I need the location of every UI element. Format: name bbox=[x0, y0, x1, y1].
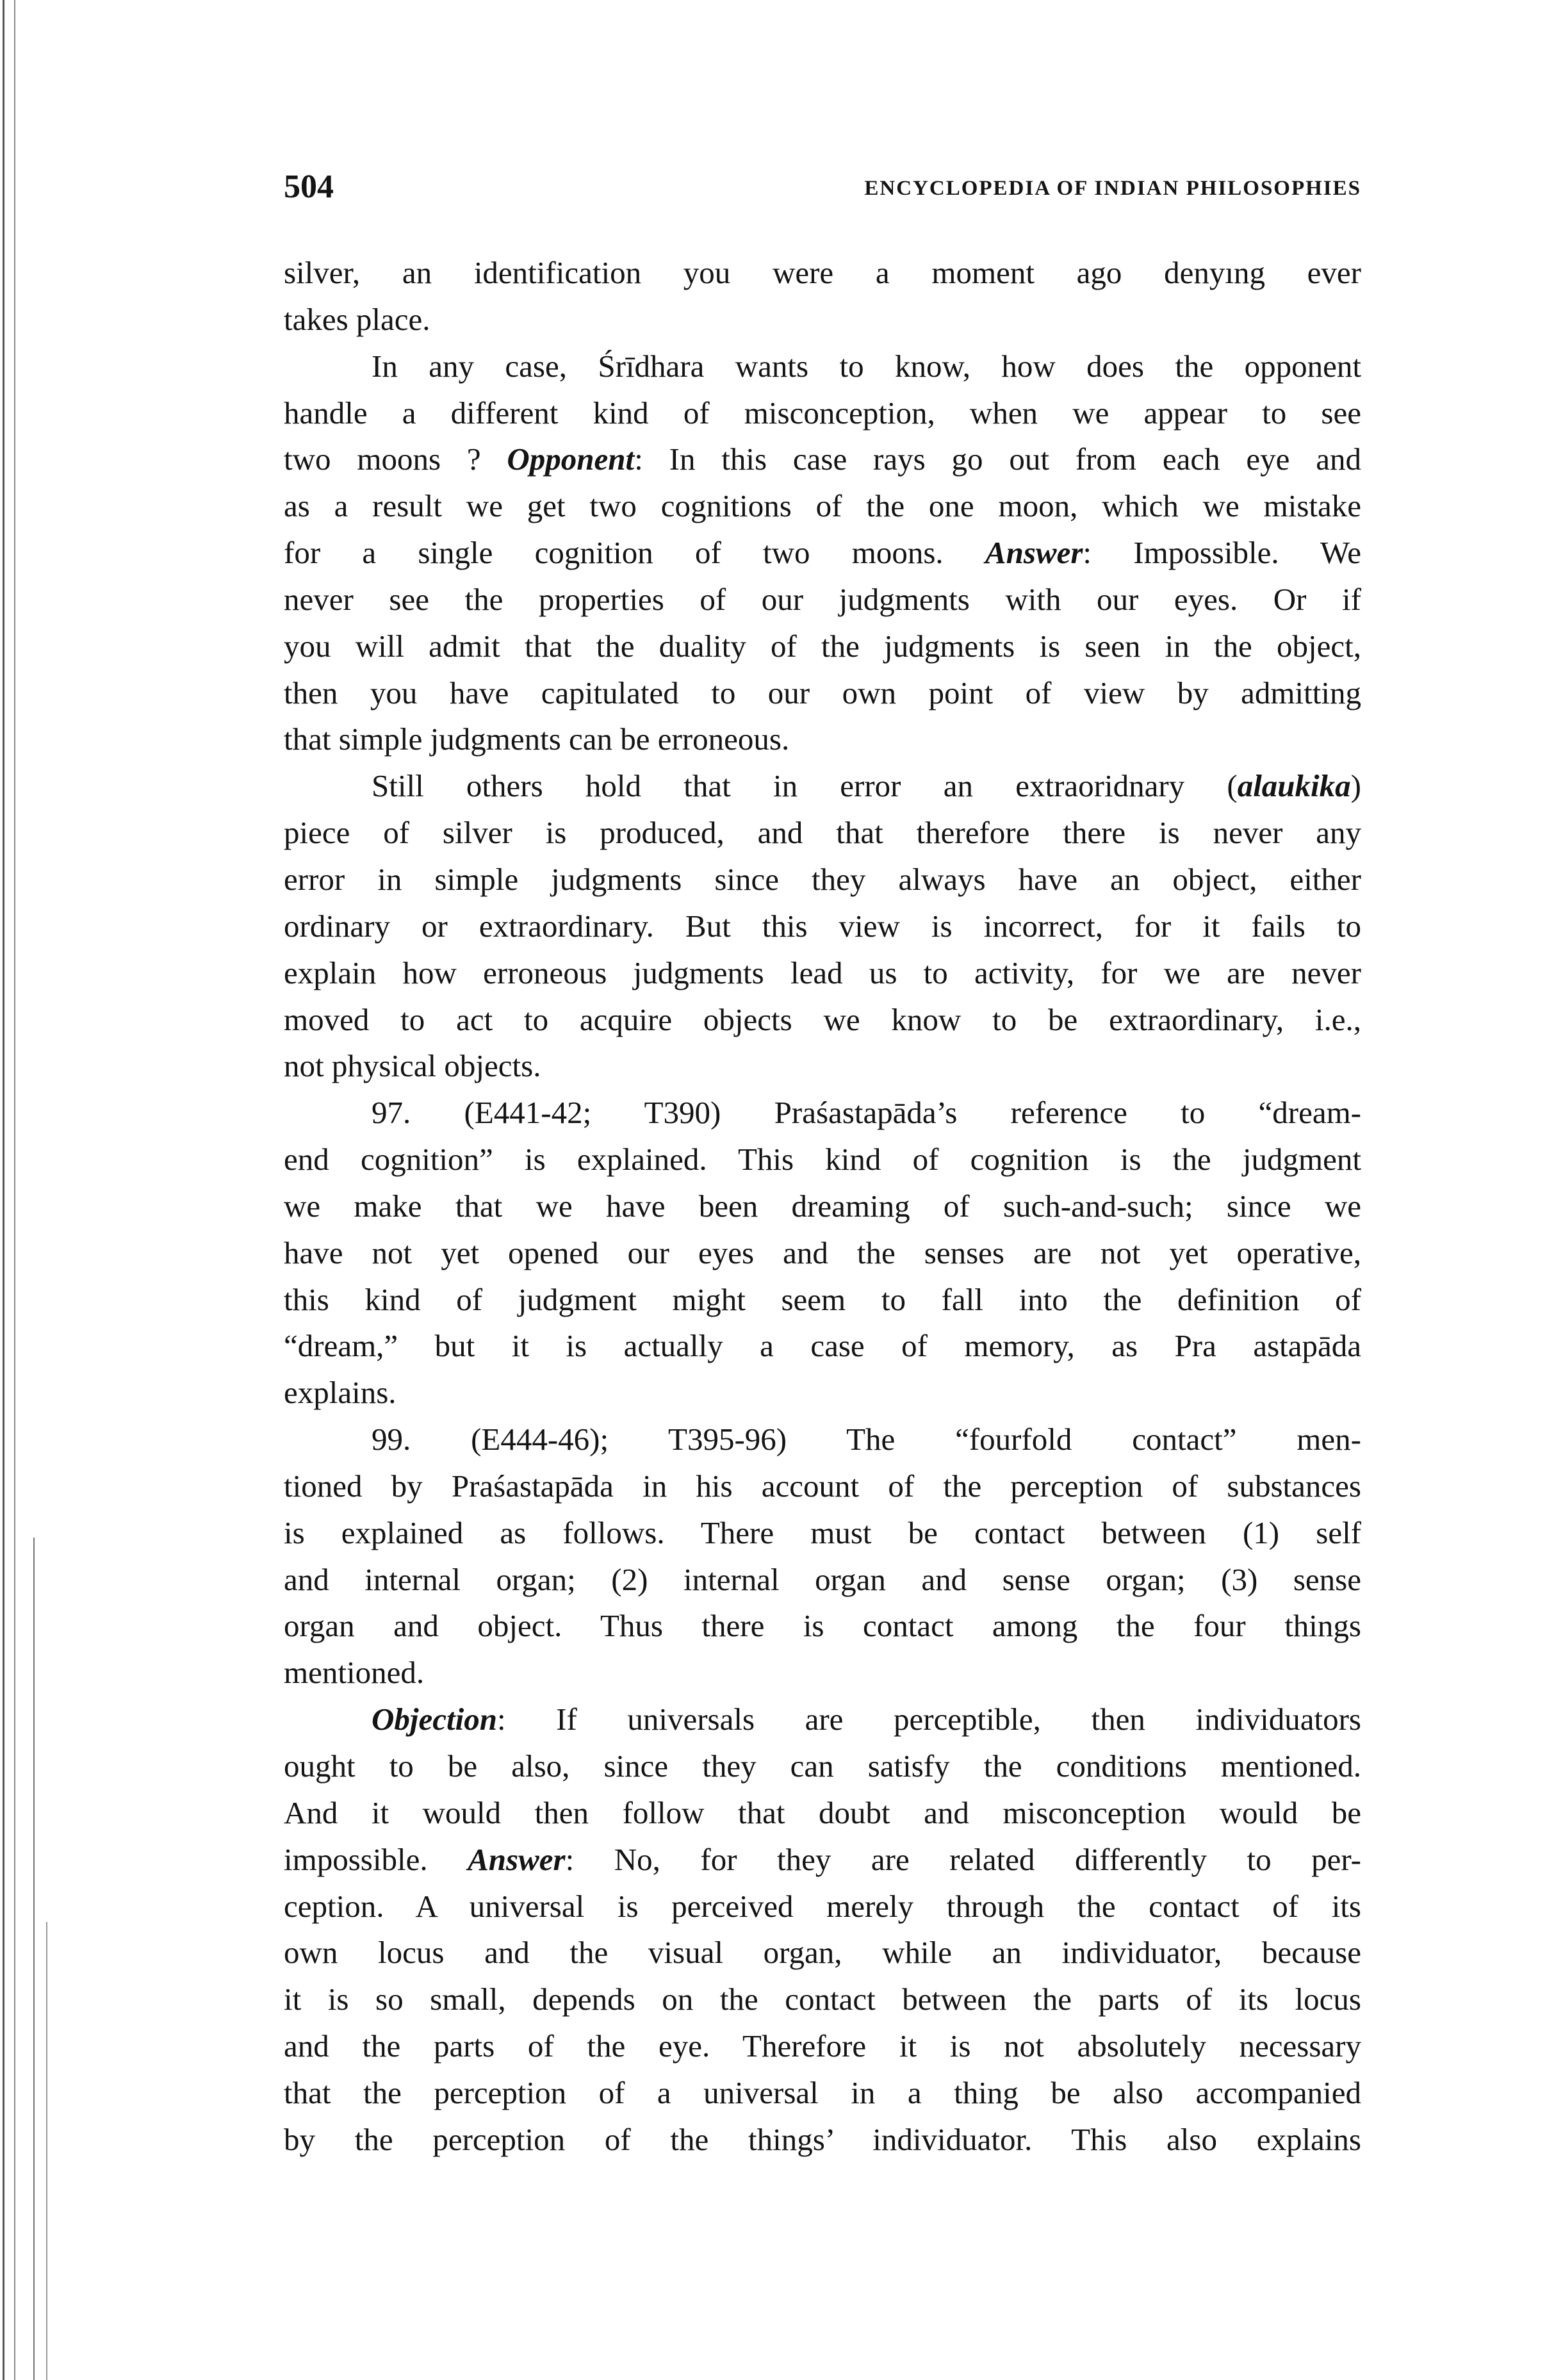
text-line bbox=[284, 343, 1361, 390]
text-segment: handle a different kind of misconception, when we appear to see bbox=[284, 395, 1361, 431]
text-line bbox=[284, 623, 1361, 670]
text-segment: have not yet opened our eyes and the senses are not yet operative, bbox=[284, 1235, 1361, 1270]
text-segment: 97. (E441-42; T390) Praśastapāda’s reference to “dream- bbox=[372, 1095, 1361, 1131]
text-segment: then you have capitulated to our own point of view by admitting bbox=[284, 675, 1361, 710]
text-segment: organ and object. Thus there is contact among the four things bbox=[284, 1608, 1361, 1644]
text-segment: and internal organ; (2) internal organ and sense organ; (3) sense bbox=[284, 1561, 1361, 1597]
italic-term: alaukika bbox=[1237, 768, 1351, 804]
text-line bbox=[284, 530, 1361, 577]
text-line bbox=[284, 390, 1361, 437]
running-title: ENCYCLOPEDIA OF INDIAN PHILOSOPHIES bbox=[864, 177, 1361, 200]
text-segment: “dream,” but it is actually a case of memory, as Pra astapāda bbox=[284, 1328, 1361, 1364]
text-segment: piece of silver is produced, and that therefore there is never any bbox=[284, 815, 1361, 851]
text-segment: moved to act to acquire objects we know to be extraordinary, i.e., bbox=[284, 1001, 1361, 1037]
text-line bbox=[284, 2070, 1361, 2117]
text-segment: explains. bbox=[284, 1375, 397, 1411]
text-segment: takes place. bbox=[284, 301, 430, 337]
text-line bbox=[284, 1883, 1361, 1930]
text-segment: ought to be also, since they can satisfy the conditions mentioned. bbox=[284, 1748, 1361, 1784]
text-segment: error in simple judgments since they always have an object, either bbox=[284, 861, 1361, 897]
text-line bbox=[284, 763, 1361, 810]
text-line bbox=[284, 810, 1361, 857]
text-line bbox=[284, 2023, 1361, 2070]
italic-term: Answer bbox=[468, 1841, 566, 1877]
page-header bbox=[284, 168, 1361, 213]
text-segment: : Impossible. We bbox=[1083, 535, 1361, 571]
text-segment: tioned by Praśastapāda in his account of the perception of substances bbox=[284, 1468, 1361, 1504]
text-line bbox=[284, 1650, 1361, 1696]
scan-edge-line bbox=[14, 0, 15, 2380]
text-line bbox=[284, 1463, 1361, 1510]
text-segment: In any case, Śrīdhara wants to know, how does the opponent bbox=[372, 348, 1361, 384]
text-line bbox=[284, 1043, 1361, 1090]
text-segment: as a result we get two cognitions of the one moon, which we mistake bbox=[284, 488, 1361, 524]
text-line bbox=[284, 1557, 1361, 1604]
body-text bbox=[284, 250, 1361, 2163]
text-segment: : No, for they are related differently to per- bbox=[565, 1841, 1361, 1877]
text-segment: that the perception of a universal in a thing be also accompanied bbox=[284, 2074, 1361, 2110]
text-line bbox=[284, 857, 1361, 903]
text-segment: ordinary or extraordinary. But this view is incorrect, for it fails to bbox=[284, 908, 1361, 944]
text-line bbox=[284, 1976, 1361, 2023]
text-segment: it is so small, depends on the contact between the parts of its locus bbox=[284, 1982, 1361, 2017]
text-line bbox=[284, 297, 1361, 343]
text-line bbox=[284, 483, 1361, 530]
text-line bbox=[284, 1416, 1361, 1463]
text-segment: mentioned. bbox=[284, 1655, 425, 1691]
scan-edge-line bbox=[33, 1538, 35, 2380]
text-line bbox=[284, 670, 1361, 717]
text-segment: : In this case rays go out from each eye and bbox=[634, 441, 1361, 477]
text-line bbox=[284, 1743, 1361, 1790]
italic-term: Objection bbox=[372, 1702, 497, 1737]
text-line bbox=[284, 1837, 1361, 1883]
text-segment: And it would then follow that doubt and misconception would be bbox=[284, 1794, 1361, 1830]
text-line bbox=[284, 250, 1361, 297]
text-line bbox=[284, 1930, 1361, 1976]
text-line bbox=[284, 950, 1361, 997]
text-line bbox=[284, 1183, 1361, 1230]
text-segment: 99. (E444-46); T395-96) The “fourfold contact” men- bbox=[372, 1422, 1361, 1457]
text-segment: is explained as follows. There must be contact between (1) self bbox=[284, 1514, 1361, 1550]
italic-term: Answer bbox=[985, 535, 1083, 571]
text-segment: explain how erroneous judgments lead us to activity, for we are never bbox=[284, 955, 1361, 990]
text-line bbox=[284, 1603, 1361, 1650]
text-segment: not physical objects. bbox=[284, 1048, 541, 1084]
text-segment: Still others hold that in error an extraoridnary ( bbox=[372, 768, 1238, 804]
italic-term: Opponent bbox=[507, 441, 635, 477]
text-segment: end cognition” is explained. This kind of cognition is the judgment bbox=[284, 1142, 1361, 1178]
text-segment: impossible. bbox=[284, 1841, 468, 1877]
text-line bbox=[284, 436, 1361, 483]
text-line bbox=[284, 1510, 1361, 1557]
text-segment: this kind of judgment might seem to fall into the definition of bbox=[284, 1281, 1361, 1317]
text-segment: ception. A universal is perceived merely through the contact of its bbox=[284, 1888, 1361, 1924]
text-segment: and the parts of the eye. Therefore it is not absolutely necessary bbox=[284, 2028, 1361, 2064]
text-segment: we make that we have been dreaming of such-and-such; since we bbox=[284, 1188, 1361, 1224]
text-segment: never see the properties of our judgments with our eyes. Or if bbox=[284, 581, 1361, 617]
text-line bbox=[284, 1090, 1361, 1137]
text-segment: silver, an identification you were a moment ago denyıng ever bbox=[284, 255, 1361, 290]
text-line bbox=[284, 577, 1361, 623]
text-segment: own locus and the visual organ, while an individuator, because bbox=[284, 1935, 1361, 1971]
text-line bbox=[284, 1137, 1361, 1183]
text-line bbox=[284, 1790, 1361, 1837]
text-segment: : If universals are perceptible, then individuators bbox=[496, 1702, 1361, 1737]
text-segment: by the perception of the things’ individuator. This also explains bbox=[284, 2121, 1361, 2157]
text-segment: for a single cognition of two moons. bbox=[284, 535, 985, 571]
text-segment: that simple judgments can be erroneous. bbox=[284, 721, 790, 757]
text-line bbox=[284, 1370, 1361, 1416]
text-line bbox=[284, 903, 1361, 950]
text-line bbox=[284, 1277, 1361, 1324]
text-line bbox=[284, 2117, 1361, 2163]
text-line bbox=[284, 1323, 1361, 1370]
text-segment: you will admit that the duality of the judgments is seen in the object, bbox=[284, 628, 1361, 664]
text-line bbox=[284, 1696, 1361, 1743]
page-number: 504 bbox=[284, 168, 334, 205]
text-line bbox=[284, 1230, 1361, 1277]
scan-edge-line bbox=[46, 1922, 47, 2380]
text-segment: two moons ? bbox=[284, 441, 507, 477]
text-line bbox=[284, 716, 1361, 763]
text-segment: ) bbox=[1350, 768, 1361, 804]
scan-edge-line bbox=[3, 0, 4, 2380]
text-line bbox=[284, 997, 1361, 1044]
